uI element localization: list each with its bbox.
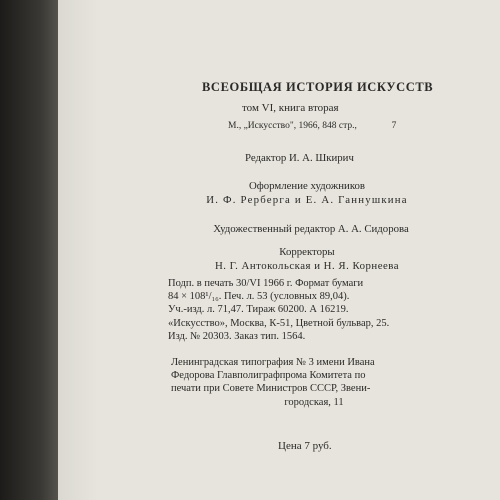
- book-title: ВСЕОБЩАЯ ИСТОРИЯ ИСКУССТВ: [202, 80, 434, 94]
- printing-house-line: печати при Совете Министров СССР, Звени-: [171, 383, 371, 395]
- imprint-line: [228, 121, 396, 131]
- book-spine-shadow: [0, 0, 58, 500]
- design-block: [168, 180, 446, 207]
- printing-house-line: Ленинградская типография № 3 имени Ивана: [171, 357, 375, 368]
- volume-line: том VI, книга вторая: [242, 102, 339, 114]
- publication-line: 84 × 108¹/₁₆. Печ. л. 53 (условных 89,04).: [168, 291, 350, 303]
- price-line: Цена 7 руб.: [278, 440, 332, 452]
- correctors-names: Н. Г. Антокольская и Н. Я. Корнеева: [214, 259, 400, 272]
- imprint-text: М., „Искусство", 1966, 848 стр.,: [228, 121, 357, 131]
- correctors-label: Корректоры: [279, 246, 335, 258]
- imprint-number: 7: [391, 121, 397, 131]
- printing-house-line: городская, 11: [284, 396, 344, 408]
- art-editor-line: Художественный редактор А. А. Сидорова: [213, 223, 409, 235]
- art-editor-block: [166, 223, 456, 237]
- publication-line: «Искусство», Москва, К-51, Цветной бульвар, 25.: [168, 317, 390, 329]
- correctors-block: [168, 246, 446, 273]
- publication-line: Подп. в печать 30/VI 1966 г. Формат бумаги: [168, 278, 364, 289]
- printing-house-line: Федорова Главполиграфпрома Комитета по: [171, 370, 366, 382]
- publication-line: Изд. № 20303. Заказ тип. 1564.: [168, 330, 306, 342]
- publication-line: Уч.-изд. л. 71,47. Тираж 60200. А 16219.: [168, 304, 349, 316]
- publication-details: [168, 277, 446, 343]
- design-names: И. Ф. Рерберга и Е. А. Ганнушкина: [206, 193, 408, 206]
- book-page: [58, 0, 500, 500]
- design-label: Оформление художников: [248, 180, 366, 192]
- printing-house-details: [171, 356, 457, 409]
- editor-line: Редактор И. А. Шкирич: [245, 152, 354, 164]
